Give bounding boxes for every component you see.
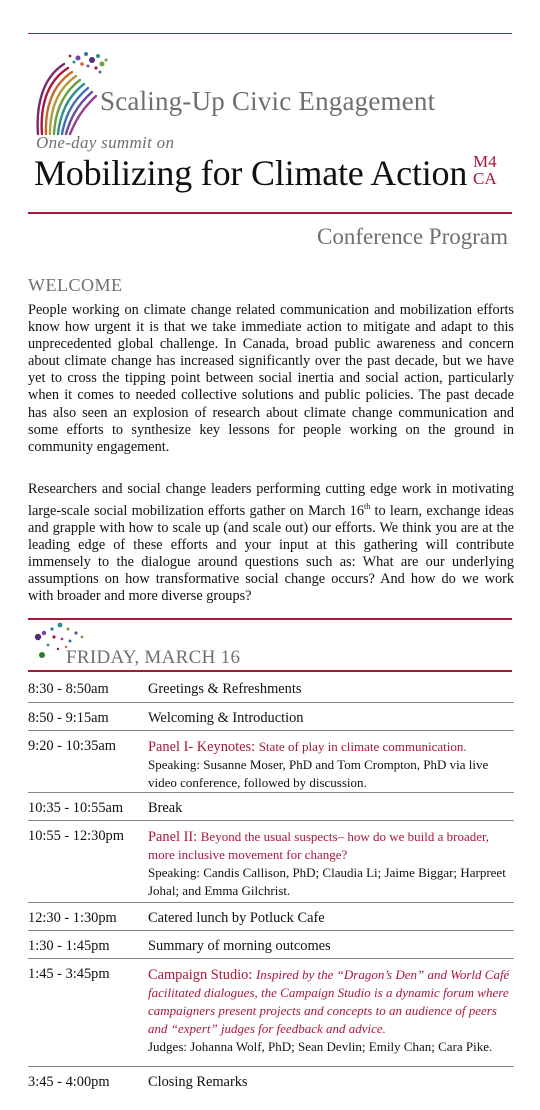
row-time: 3:45 - 4:00pm	[28, 1074, 110, 1090]
welcome-paragraph-2a: Researchers and social change leaders performing cutting edge work in motivating large-scale social mobilization efforts gather on March 16	[28, 481, 514, 519]
session-title: Campaign Studio:	[148, 967, 256, 983]
row-time: 1:30 - 1:45pm	[28, 938, 110, 954]
session-title: Panel I- Keynotes:	[148, 739, 259, 755]
row-description	[148, 738, 516, 792]
program-label: Conference Program	[317, 224, 508, 249]
session-speakers: Speaking: Candis Callison, PhD; Claudia Li; Jaime Biggar; Harpreet Johal; and Emma Gilchrist.	[148, 865, 506, 898]
event-abbrev-top: M4	[473, 152, 497, 171]
row-description	[148, 966, 516, 1056]
row-time: 12:30 - 1:30pm	[28, 910, 117, 926]
row-time: 1:45 - 3:45pm	[28, 966, 110, 982]
row-title: Catered lunch by Potluck Cafe	[148, 910, 325, 926]
row-time: 8:50 - 9:15am	[28, 710, 109, 726]
row-time: 9:20 - 10:35am	[28, 738, 116, 754]
row-title: Closing Remarks	[148, 1074, 248, 1090]
schedule-row	[28, 1066, 514, 1101]
summit-subtitle: One-day summit on	[36, 133, 175, 152]
row-time: 10:35 - 10:55am	[28, 800, 124, 816]
event-abbrev	[473, 153, 497, 187]
welcome-heading: WELCOME	[28, 275, 123, 295]
event-title: Mobilizing for Climate Action	[34, 153, 468, 193]
day-heading: FRIDAY, MARCH 16	[66, 647, 241, 668]
row-title: Greetings & Refreshments	[148, 681, 302, 697]
schedule-row	[28, 674, 514, 704]
header-rule	[28, 212, 512, 214]
top-rule	[28, 33, 512, 34]
session-speakers: Speaking: Susanne Moser, PhD and Tom Crompton, PhD via live video conference, followed by discussion.	[148, 757, 489, 790]
schedule-row	[28, 702, 514, 733]
session-judges: Judges: Johanna Wolf, PhD; Sean Devlin; Emily Chan; Cara Pike.	[148, 1039, 493, 1054]
row-title: Break	[148, 800, 183, 816]
day-rule	[28, 670, 512, 672]
row-title: Welcoming & Introduction	[148, 710, 304, 726]
schedule-rule	[28, 618, 512, 620]
welcome-paragraph-2	[28, 481, 514, 605]
session-subtitle: Inspired by the “Dragon’s Den” and World Café facilitated dialogues, the Campaign Studio is a dynamic forum where campaigners present projects and concepts to an audience of peers and “expert” judges for feedback and advice.	[148, 967, 510, 1036]
row-description	[148, 828, 516, 900]
summit-logo-icon	[30, 48, 110, 136]
row-time: 10:55 - 12:30pm	[28, 828, 124, 844]
schedule-row	[28, 958, 514, 1067]
schedule-row	[28, 930, 514, 959]
welcome-paragraph-1: People working on climate change related communication and mobilization efforts know how urgent it is that we take immediate action to mitigate and adapt to this unprecedented global challenge. In Canada, broad public awareness and concern about climate change has increased significantly over the past decade, but we have yet to cross the tipping point between social inertia and social action, particularly when it comes to needed collective solutions and public policies. The past decade has also seen an explosion of research about climate change communication and some efforts to synthesize key lessons for people working on the ground in community engagement.	[28, 302, 514, 455]
schedule-row	[28, 820, 514, 903]
welcome-paragraph-2b: to learn, exchange ideas and grapple with how to scale up (and scale out) our efforts. We think you are at the leading edge of these efforts and your input at this gathering will contribute immensely to the dialogue around questions such as: What are our underlying assumptions on how transformative social change occurs? And how do we work with broader and more diverse groups?	[28, 502, 514, 605]
row-title: Summary of morning outcomes	[148, 938, 331, 954]
session-subtitle: Beyond the usual suspects– how do we build a broader, more inclusive movement for change?	[148, 829, 490, 862]
event-abbrev-bottom: CA	[473, 169, 497, 188]
schedule-row	[28, 902, 514, 931]
schedule-row	[28, 792, 514, 821]
row-time: 8:30 - 8:50am	[28, 681, 109, 697]
schedule-row	[28, 730, 514, 793]
session-title: Panel II:	[148, 829, 201, 845]
session-subtitle: State of play in climate communication.	[258, 739, 467, 754]
summit-title: Scaling-Up Civic Engagement	[100, 86, 436, 116]
ordinal-suffix: th	[363, 502, 371, 512]
